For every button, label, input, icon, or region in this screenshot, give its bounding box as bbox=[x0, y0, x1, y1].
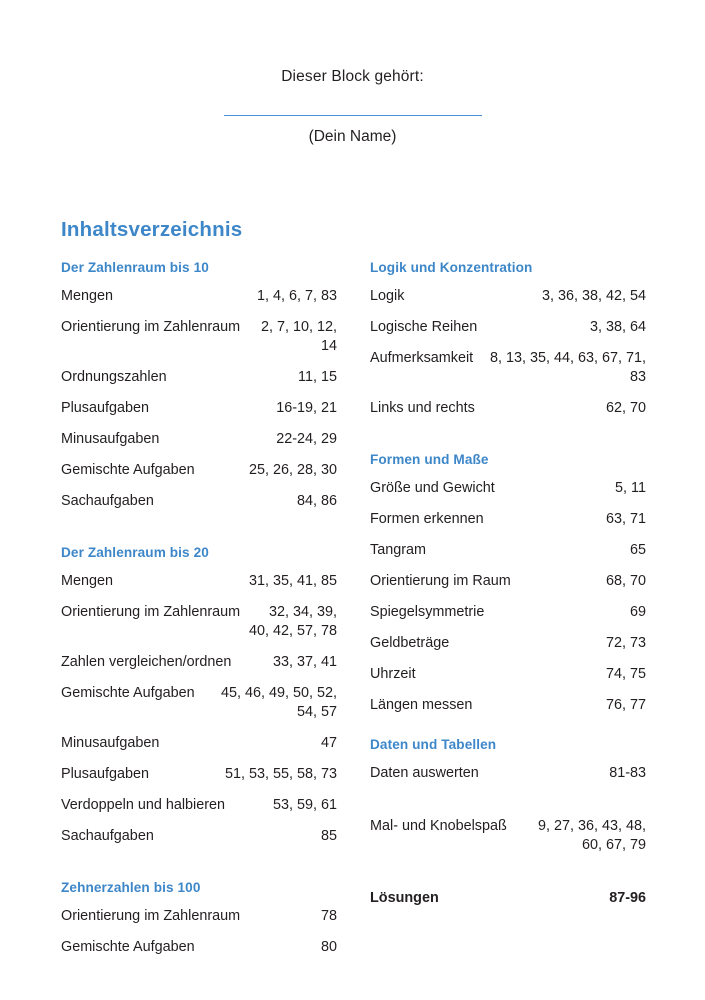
toc-section bbox=[370, 889, 646, 908]
toc-section-title: Logik und Konzentration bbox=[370, 260, 533, 275]
toc-entry-label: Gemischte Aufgaben bbox=[61, 939, 195, 955]
toc-entry-pages: 9, 27, 36, 43, 48, 60, 67, 79 bbox=[537, 818, 646, 853]
toc-entry-label: Plusaufgaben bbox=[61, 400, 150, 416]
toc-entry[interactable] bbox=[61, 318, 337, 356]
toc-entry-label: Mengen bbox=[61, 288, 114, 304]
owner-title: Dieser Block gehört: bbox=[281, 68, 424, 85]
toc-section bbox=[61, 545, 337, 846]
toc-entry-label: Links und rechts bbox=[370, 400, 475, 416]
toc-entry[interactable] bbox=[61, 287, 337, 306]
toc-entry-pages: 72, 73 bbox=[605, 635, 646, 651]
toc-entry-pages: 74, 75 bbox=[605, 666, 646, 682]
section-spacer bbox=[61, 858, 337, 880]
toc-entry-pages: 87-96 bbox=[609, 890, 646, 906]
toc-section bbox=[61, 260, 337, 511]
toc-entry-pages: 31, 35, 41, 85 bbox=[248, 573, 337, 589]
toc-section-title: Formen und Maße bbox=[370, 452, 489, 467]
toc-entry-solutions[interactable] bbox=[370, 889, 646, 908]
owner-name-hint: (Dein Name) bbox=[308, 128, 397, 145]
toc-entry-pages: 33, 37, 41 bbox=[272, 654, 337, 670]
owner-block bbox=[0, 68, 705, 146]
toc-entry-pages: 45, 46, 49, 50, 52, 54, 57 bbox=[220, 685, 337, 720]
toc-section bbox=[370, 737, 646, 783]
toc-entry[interactable] bbox=[61, 572, 337, 591]
toc-entry-pages: 80 bbox=[320, 939, 337, 955]
toc-left-column bbox=[61, 260, 337, 969]
toc-entry[interactable] bbox=[370, 399, 646, 418]
toc-entry[interactable] bbox=[61, 684, 337, 722]
toc-entry-label: Aufmerksamkeit bbox=[370, 350, 474, 366]
toc-entry-pages: 16-19, 21 bbox=[276, 400, 337, 416]
section-spacer bbox=[370, 430, 646, 452]
toc-entry-pages: 1, 4, 6, 7, 83 bbox=[256, 288, 337, 304]
toc-entry-pages: 11, 15 bbox=[298, 369, 337, 385]
toc-entry-label: Gemischte Aufgaben bbox=[61, 685, 195, 701]
toc-entry[interactable] bbox=[370, 572, 646, 591]
toc-entry-label: Mengen bbox=[61, 573, 114, 589]
toc-entry-label: Spiegelsymmetrie bbox=[370, 604, 485, 620]
owner-name-line[interactable] bbox=[224, 115, 482, 116]
toc-entry-label: Lösungen bbox=[370, 890, 439, 906]
toc-entry[interactable] bbox=[370, 479, 646, 498]
toc-entry[interactable] bbox=[61, 827, 337, 846]
toc-entry[interactable] bbox=[61, 734, 337, 753]
toc-section bbox=[370, 817, 646, 855]
toc-entry[interactable] bbox=[61, 461, 337, 480]
toc-entry-label: Formen erkennen bbox=[370, 511, 484, 527]
toc-entry-label: Verdoppeln und halbieren bbox=[61, 797, 226, 813]
toc-entry[interactable] bbox=[370, 603, 646, 622]
toc-entry-label: Sachaufgaben bbox=[61, 828, 154, 844]
toc-entry-pages: 68, 70 bbox=[605, 573, 646, 589]
toc-entry-pages: 5, 11 bbox=[615, 480, 646, 496]
toc-entry-label: Gemischte Aufgaben bbox=[61, 462, 195, 478]
toc-entry-pages: 84, 86 bbox=[296, 493, 337, 509]
toc-entry-pages: 69 bbox=[629, 604, 646, 620]
toc-entry[interactable] bbox=[61, 603, 337, 641]
toc-entry-pages: 3, 36, 38, 42, 54 bbox=[541, 288, 646, 304]
section-spacer bbox=[370, 867, 646, 889]
toc-entry-pages: 63, 71 bbox=[605, 511, 646, 527]
toc-entry-label: Uhrzeit bbox=[370, 666, 416, 682]
toc-entry-label: Orientierung im Zahlenraum bbox=[61, 604, 241, 620]
toc-entry[interactable] bbox=[370, 349, 646, 387]
toc-entry-pages: 2, 7, 10, 12, 14 bbox=[260, 319, 337, 354]
toc-entry-pages: 53, 59, 61 bbox=[272, 797, 337, 813]
toc-entry-label: Daten auswerten bbox=[370, 765, 479, 781]
toc-entry[interactable] bbox=[370, 541, 646, 560]
toc-entry-pages: 8, 13, 35, 44, 63, 67, 71, 83 bbox=[489, 350, 646, 385]
toc-section bbox=[61, 880, 337, 957]
toc-entry-pages: 78 bbox=[320, 908, 337, 924]
toc-entry[interactable] bbox=[370, 817, 646, 855]
toc-section-title: Zehnerzahlen bis 100 bbox=[61, 880, 201, 895]
toc-section bbox=[370, 452, 646, 715]
section-spacer bbox=[370, 795, 646, 817]
toc-entry[interactable] bbox=[61, 430, 337, 449]
toc-section-title: Daten und Tabellen bbox=[370, 737, 497, 752]
toc-entry[interactable] bbox=[370, 696, 646, 715]
toc-entry[interactable] bbox=[61, 368, 337, 387]
toc-entry[interactable] bbox=[61, 796, 337, 815]
toc-entry-label: Orientierung im Zahlenraum bbox=[61, 319, 241, 335]
toc-entry-label: Ordnungszahlen bbox=[61, 369, 167, 385]
section-spacer bbox=[370, 727, 646, 737]
toc-entry-label: Orientierung im Zahlenraum bbox=[61, 908, 241, 924]
toc-entry[interactable] bbox=[370, 665, 646, 684]
toc-entry-pages: 81-83 bbox=[609, 765, 646, 781]
toc-entry[interactable] bbox=[61, 907, 337, 926]
toc-entry-label: Tangram bbox=[370, 542, 426, 558]
toc-entry-label: Plusaufgaben bbox=[61, 766, 150, 782]
toc-entry[interactable] bbox=[370, 764, 646, 783]
toc-entry-pages: 85 bbox=[320, 828, 337, 844]
toc-entry-pages: 62, 70 bbox=[605, 400, 646, 416]
toc-entry-pages: 51, 53, 55, 58, 73 bbox=[224, 766, 337, 782]
section-spacer bbox=[61, 523, 337, 545]
toc-entry[interactable] bbox=[61, 938, 337, 957]
toc-entry-pages: 3, 38, 64 bbox=[589, 319, 646, 335]
toc-entry-label: Minusaufgaben bbox=[61, 735, 160, 751]
toc-entry-pages: 76, 77 bbox=[605, 697, 646, 713]
toc-entry-label: Zahlen vergleichen/ordnen bbox=[61, 654, 232, 670]
toc-entry[interactable] bbox=[61, 399, 337, 418]
toc-entry-label: Minusaufgaben bbox=[61, 431, 160, 447]
toc-section-title: Der Zahlenraum bis 20 bbox=[61, 545, 209, 560]
toc-entry[interactable] bbox=[370, 634, 646, 653]
toc-entry-label: Logische Reihen bbox=[370, 319, 478, 335]
toc-section bbox=[370, 260, 646, 418]
toc-entry[interactable] bbox=[370, 287, 646, 306]
toc-entry-label: Größe und Gewicht bbox=[370, 480, 495, 496]
toc-entry[interactable] bbox=[61, 765, 337, 784]
toc-entry-label: Mal- und Knobelspaß bbox=[370, 818, 507, 834]
toc-entry-pages: 25, 26, 28, 30 bbox=[248, 462, 337, 478]
page-title: Inhaltsverzeichnis bbox=[61, 218, 243, 241]
toc-entry[interactable] bbox=[370, 318, 646, 337]
toc-entry-label: Geldbeträge bbox=[370, 635, 450, 651]
toc-entry-pages: 32, 34, 39, 40, 42, 57, 78 bbox=[248, 604, 337, 639]
toc-entry-pages: 65 bbox=[629, 542, 646, 558]
toc-entry[interactable] bbox=[61, 492, 337, 511]
toc-entry[interactable] bbox=[370, 510, 646, 529]
toc-entry-label: Logik bbox=[370, 288, 405, 304]
toc-entry-pages: 47 bbox=[320, 735, 337, 751]
toc-entry-label: Längen messen bbox=[370, 697, 473, 713]
toc-entry-pages: 22-24, 29 bbox=[276, 431, 337, 447]
toc-entry[interactable] bbox=[61, 653, 337, 672]
toc-right-column bbox=[370, 260, 646, 920]
toc-entry-label: Orientierung im Raum bbox=[370, 573, 511, 589]
toc-entry-label: Sachaufgaben bbox=[61, 493, 154, 509]
toc-section-title: Der Zahlenraum bis 10 bbox=[61, 260, 209, 275]
